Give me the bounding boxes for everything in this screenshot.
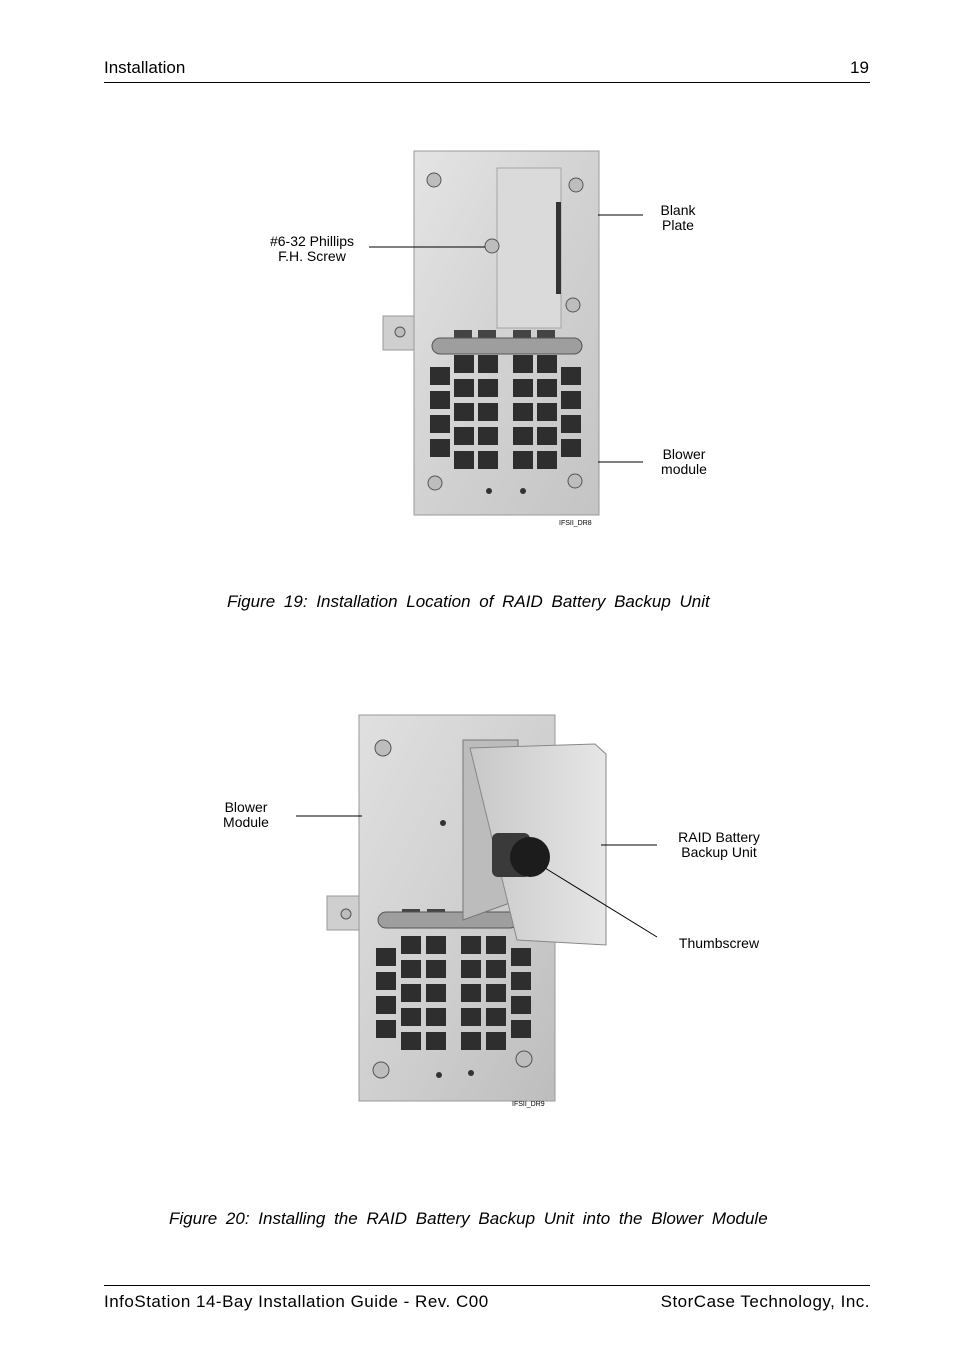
header-page-number: 19 [850, 58, 869, 77]
header-section-title: Installation [104, 58, 186, 77]
callout-blank-plate-label: Blank Plate [660, 202, 696, 233]
callout-screw-label: #6-32 Phillips F.H. Screw [269, 233, 355, 264]
footer-document-title: InfoStation 14-Bay Installation Guide - Rev. C00 [104, 1292, 489, 1311]
figure-20-caption: Figure 20: Installing the RAID Battery Backup Unit into the Blower Module [169, 1209, 768, 1228]
footer-company-name: StorCase Technology, Inc. [660, 1292, 870, 1311]
callout-thumbscrew-label: Thumbscrew [678, 935, 760, 951]
figure-19-image-id: IFSII_DR8 [559, 520, 592, 527]
callout-raid-battery-label: RAID Battery Backup Unit [678, 829, 760, 860]
figure-20-image-id: IFSII_DR9 [512, 1101, 545, 1108]
callout-blower-module-label-2: Blower Module [223, 799, 269, 830]
footer-rule [104, 1285, 870, 1286]
callout-blower-module-label: Blower module [661, 446, 707, 477]
figure-19-caption: Figure 19: Installation Location of RAID Battery Backup Unit [227, 592, 710, 611]
